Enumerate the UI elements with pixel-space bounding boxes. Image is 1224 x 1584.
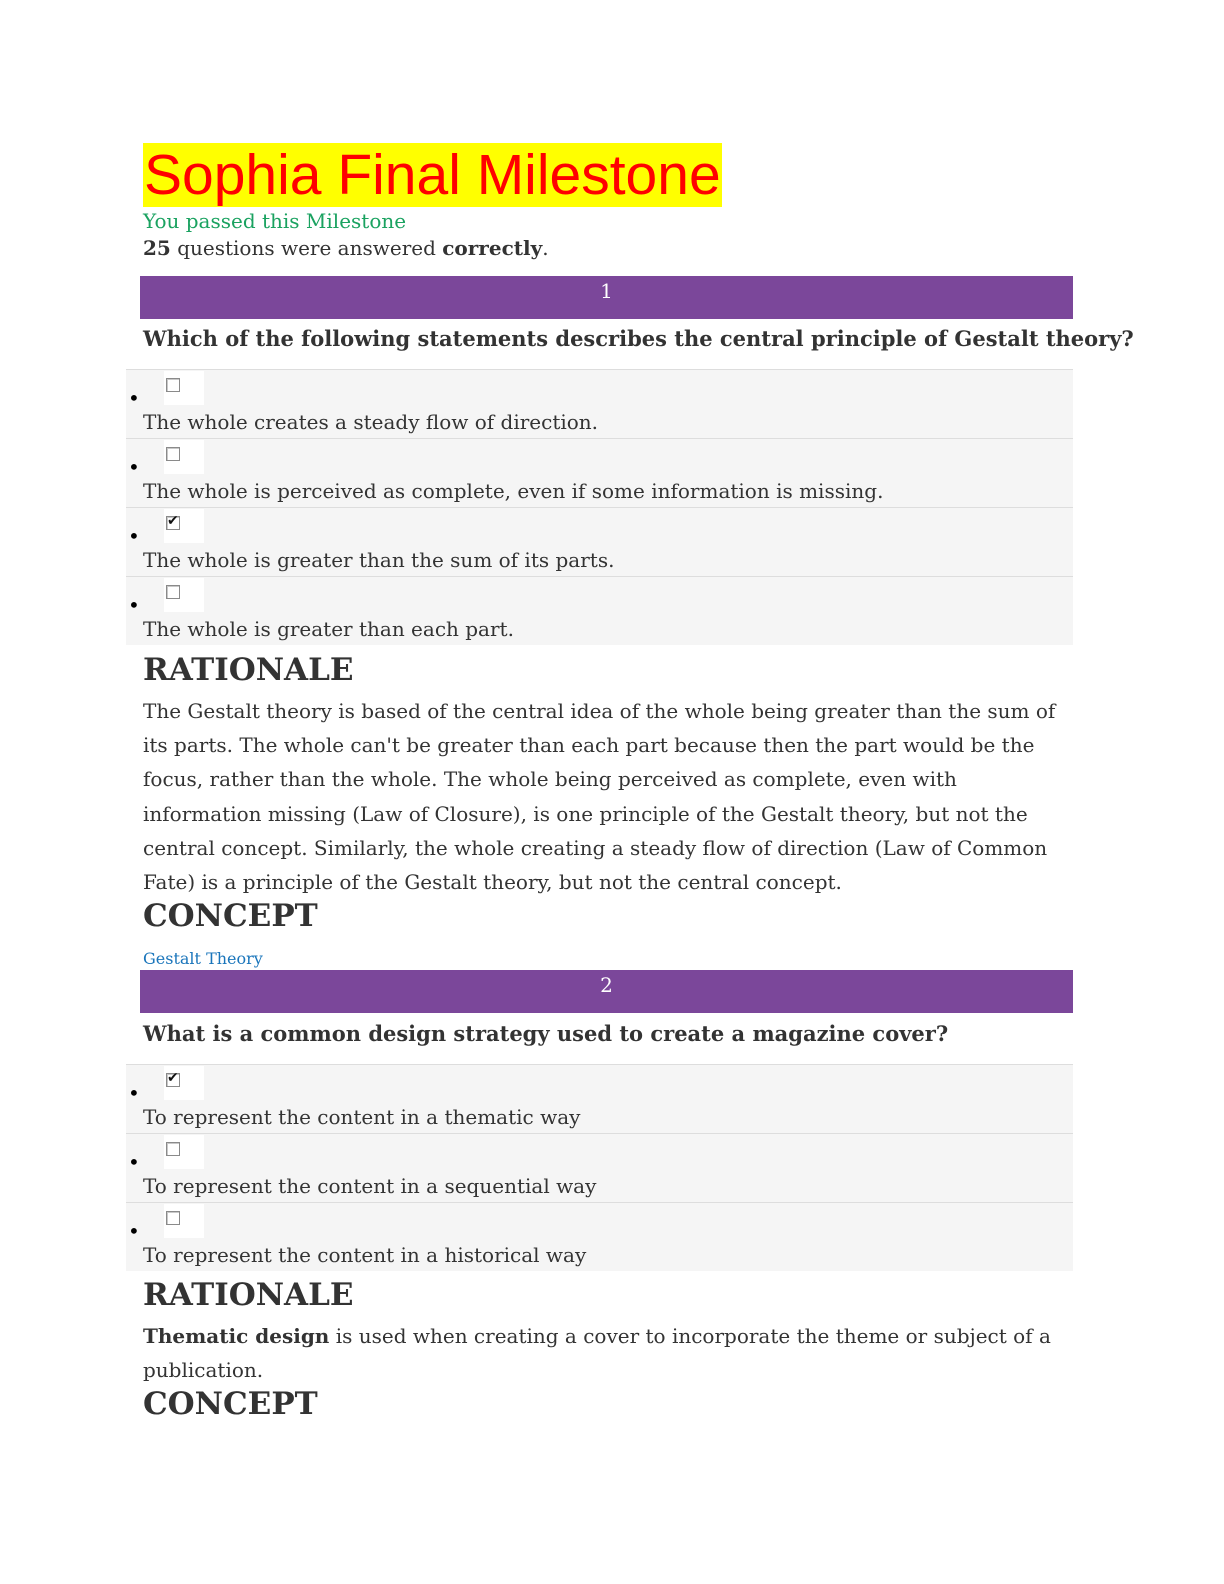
checkbox-container (164, 440, 204, 474)
checkbox-container (164, 509, 204, 543)
answer-option[interactable] (126, 369, 1073, 438)
concept-heading: CONCEPT (143, 898, 318, 934)
answer-option[interactable] (126, 1202, 1073, 1271)
checkbox-empty-icon[interactable] (166, 1211, 180, 1225)
bullet-icon: • (128, 1219, 140, 1243)
bullet-icon: • (128, 1150, 140, 1174)
answer-text: The whole is greater than the sum of its parts. (143, 548, 615, 572)
checkbox-checked-icon[interactable] (166, 513, 180, 530)
answer-list (126, 1064, 1073, 1271)
score-summary (143, 235, 549, 261)
checkbox-empty-icon[interactable] (166, 585, 180, 599)
answer-option-selected[interactable] (126, 507, 1073, 576)
answer-text: The whole creates a steady flow of direction. (143, 410, 599, 434)
bullet-icon: • (128, 1081, 140, 1105)
checkbox-container (164, 371, 204, 405)
checkbox-checked-icon[interactable] (166, 1070, 180, 1087)
check-mark-icon: ✔ (167, 1070, 179, 1086)
bullet-icon: • (128, 593, 140, 617)
score-end-text: . (542, 236, 549, 260)
answer-text: The whole is perceived as complete, even if some information is missing. (143, 479, 884, 503)
answer-option-selected[interactable] (126, 1064, 1073, 1133)
concept-link[interactable]: Gestalt Theory (143, 949, 263, 968)
rationale-bold-term: Thematic design (143, 1324, 330, 1348)
rationale-heading: RATIONALE (143, 1277, 354, 1313)
pass-status: You passed this Milestone (143, 209, 407, 233)
checkbox-container (164, 1135, 204, 1169)
answer-text: To represent the content in a historical way (143, 1243, 587, 1267)
score-word: correctly (442, 236, 543, 260)
checkbox-empty-icon[interactable] (166, 447, 180, 461)
rationale-text (143, 1319, 1078, 1387)
question-number-bar: 1 (140, 276, 1073, 319)
question-text: Which of the following statements describes the central principle of Gestalt theory? (143, 326, 1134, 351)
score-count: 25 (143, 236, 171, 260)
bullet-icon: • (128, 386, 140, 410)
rationale-text: The Gestalt theory is based of the central idea of the whole being greater than the sum of its parts. The whole can't be greater than each part because then the part would be the focus, rather than the whole. The whole being perceived as complete, even with information missing (Law of Closure), is one principle of the Gestalt theory, but not the central concept. Similarly, the whole creating a steady flow of direction (Law of Common Fate) is a principle of the Gestalt theory, but not the central concept. (143, 699, 1056, 895)
bullet-icon: • (128, 524, 140, 548)
checkbox-empty-icon[interactable] (166, 1142, 180, 1156)
answer-option[interactable] (126, 576, 1073, 645)
checkbox-container (164, 1066, 204, 1100)
rationale-heading: RATIONALE (143, 652, 354, 688)
checkbox-container (164, 1204, 204, 1238)
bullet-icon: • (128, 455, 140, 479)
score-middle-text: questions were answered (170, 236, 443, 260)
answer-text: The whole is greater than each part. (143, 617, 514, 641)
rationale-rest: is used when creating a cover to incorporate the theme or subject of a publication. (143, 1324, 1051, 1383)
answer-option[interactable] (126, 1133, 1073, 1202)
answer-list (126, 369, 1073, 645)
check-mark-icon: ✔ (167, 513, 179, 529)
question-text: What is a common design strategy used to create a magazine cover? (143, 1021, 949, 1046)
checkbox-empty-icon[interactable] (166, 378, 180, 392)
page-title: Sophia Final Milestone (144, 143, 721, 207)
concept-heading: CONCEPT (143, 1386, 318, 1422)
answer-option[interactable] (126, 438, 1073, 507)
checkbox-container (164, 578, 204, 612)
question-number-bar: 2 (140, 970, 1073, 1013)
answer-text: To represent the content in a sequential way (143, 1174, 597, 1198)
answer-text: To represent the content in a thematic way (143, 1105, 581, 1129)
